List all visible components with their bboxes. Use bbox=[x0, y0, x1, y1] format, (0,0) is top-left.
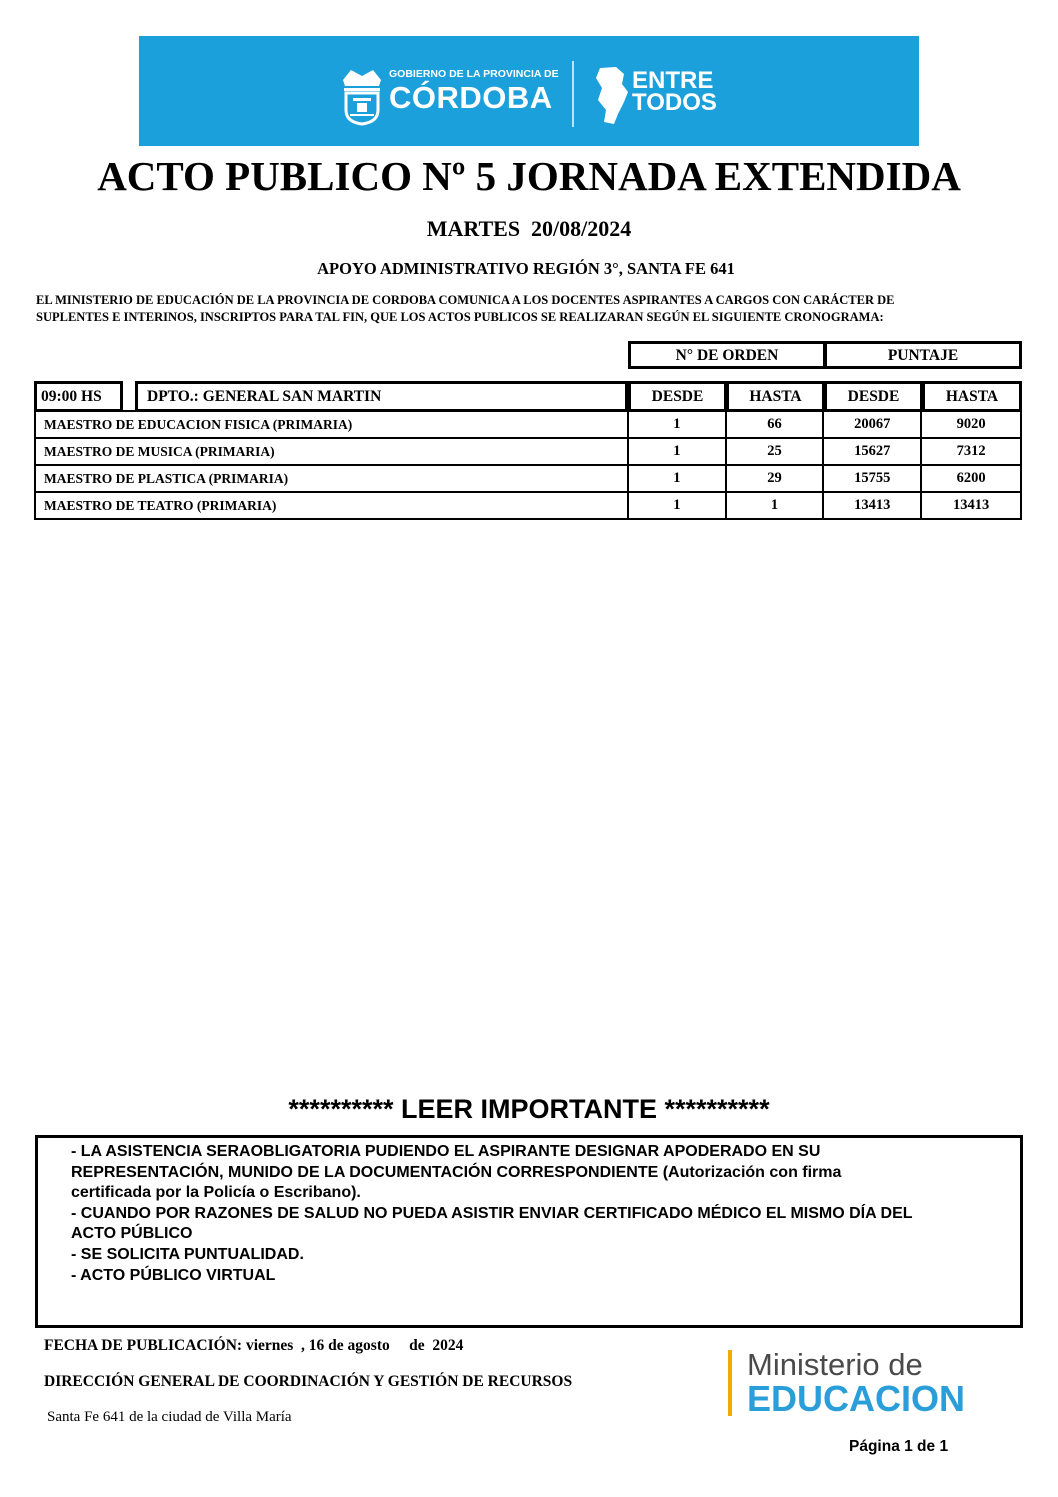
puntaje-desde-cell: 13413 bbox=[823, 492, 921, 519]
orden-desde-cell: 1 bbox=[628, 411, 726, 438]
orden-hasta-cell: 25 bbox=[726, 438, 824, 465]
schedule-time: 09:00 HS bbox=[34, 381, 123, 411]
logo-accent-bar bbox=[728, 1350, 732, 1416]
event-date: MARTES 20/08/2024 bbox=[426, 216, 632, 241]
event-place: APOYO ADMINISTRATIVO REGIÓN 3°, SANTA FE 641 bbox=[317, 259, 735, 278]
table-row bbox=[35, 438, 1021, 465]
page-title: ACTO PUBLICO Nº 5 JORNADA EXTENDIDA bbox=[97, 153, 961, 199]
logo-entre-text: ENTRE bbox=[632, 67, 714, 94]
position-cell: MAESTRO DE TEATRO (PRIMARIA) bbox=[35, 492, 628, 519]
ministerio-text: Ministerio de bbox=[747, 1347, 923, 1382]
puntaje-desde-header: DESDE bbox=[824, 381, 923, 411]
logo-cordoba-text: CÓRDOBA bbox=[389, 80, 553, 115]
note-line: - CUANDO POR RAZONES DE SALUD NO PUEDA ASISTIR ENVIAR CERTIFICADO MÉDICO EL MISMO DÍA DEL bbox=[71, 1204, 913, 1222]
publication-date: FECHA DE PUBLICACIÓN: viernes , 16 de agosto de 2024 bbox=[44, 1337, 464, 1354]
intro-line: SUPLENTES E INTERINOS, INSCRIPTOS PARA TAL FIN, QUE LOS ACTOS PUBLICOS SE REALIZARAN SEGÚN EL SIGUIENTE CRONOGRAMA: bbox=[36, 310, 884, 324]
cordoba-map-icon bbox=[594, 66, 630, 126]
direccion-general: DIRECCIÓN GENERAL DE COORDINACIÓN Y GESTIÓN DE RECURSOS bbox=[44, 1373, 573, 1390]
puntaje-desde-cell: 15755 bbox=[823, 465, 921, 492]
orden-hasta-cell: 29 bbox=[726, 465, 824, 492]
note-line: - SE SOLICITA PUNTUALIDAD. bbox=[71, 1245, 304, 1263]
note-line: - LA ASISTENCIA SERAOBLIGATORIA PUDIENDO EL ASPIRANTE DESIGNAR APODERADO EN SU bbox=[71, 1143, 821, 1160]
gobierno-cordoba-logo bbox=[337, 66, 557, 126]
table-row bbox=[35, 465, 1021, 492]
note-line: - ACTO PÚBLICO VIRTUAL bbox=[71, 1266, 276, 1284]
logo-gobierno-small-text: GOBIERNO DE LA PROVINCIA DE bbox=[389, 68, 559, 80]
intro-line: EL MINISTERIO DE EDUCACIÓN DE LA PROVINCIA DE CORDOBA COMUNICA A LOS DOCENTES ASPIRANTES A CARGOS CON CARÁCTER DE bbox=[36, 293, 895, 307]
header-banner bbox=[139, 36, 919, 146]
orden-desde-cell: 1 bbox=[628, 465, 726, 492]
important-notes-box bbox=[35, 1135, 1023, 1328]
cordoba-crest-icon bbox=[337, 66, 387, 126]
important-heading: ********** LEER IMPORTANTE ********** bbox=[288, 1094, 770, 1124]
position-cell: MAESTRO DE MUSICA (PRIMARIA) bbox=[35, 438, 628, 465]
orden-hasta-cell: 66 bbox=[726, 411, 824, 438]
schedule-table bbox=[34, 410, 1022, 520]
header-numero-orden: N° DE ORDEN bbox=[628, 341, 826, 369]
puntaje-hasta-cell: 9020 bbox=[921, 411, 1021, 438]
orden-desde-header: DESDE bbox=[628, 381, 727, 411]
puntaje-hasta-header: HASTA bbox=[922, 381, 1022, 411]
puntaje-desde-cell: 20067 bbox=[823, 411, 921, 438]
department-label: DPTO.: GENERAL SAN MARTIN bbox=[135, 381, 628, 411]
table-row bbox=[35, 411, 1021, 438]
note-line: REPRESENTACIÓN, MUNIDO DE LA DOCUMENTACIÓN CORRESPONDIENTE (Autorización con firma bbox=[71, 1163, 842, 1181]
orden-hasta-header: HASTA bbox=[726, 381, 825, 411]
educacion-text: EDUCACION bbox=[747, 1378, 966, 1419]
orden-desde-cell: 1 bbox=[628, 492, 726, 519]
page-number: Página 1 de 1 bbox=[849, 1438, 949, 1455]
important-notes bbox=[71, 1142, 1021, 1286]
address-text: Santa Fe 641 de la ciudad de Villa María bbox=[47, 1409, 292, 1425]
logo-todos-text: TODOS bbox=[632, 89, 717, 116]
position-cell: MAESTRO DE PLASTICA (PRIMARIA) bbox=[35, 465, 628, 492]
puntaje-hasta-cell: 7312 bbox=[921, 438, 1021, 465]
orden-hasta-cell: 1 bbox=[726, 492, 824, 519]
entre-todos-logo bbox=[594, 66, 734, 126]
puntaje-hasta-cell: 6200 bbox=[921, 465, 1021, 492]
note-line: ACTO PÚBLICO bbox=[71, 1225, 193, 1243]
puntaje-hasta-cell: 13413 bbox=[921, 492, 1021, 519]
note-line: certificada por la Policía o Escribano). bbox=[71, 1184, 361, 1202]
orden-desde-cell: 1 bbox=[628, 438, 726, 465]
table-row bbox=[35, 492, 1021, 519]
header-puntaje: PUNTAJE bbox=[824, 341, 1022, 369]
logo-separator bbox=[572, 61, 574, 127]
puntaje-desde-cell: 15627 bbox=[823, 438, 921, 465]
intro-paragraph bbox=[36, 292, 1026, 326]
ministerio-educacion-logo bbox=[728, 1348, 998, 1418]
position-cell: MAESTRO DE EDUCACION FISICA (PRIMARIA) bbox=[35, 411, 628, 438]
